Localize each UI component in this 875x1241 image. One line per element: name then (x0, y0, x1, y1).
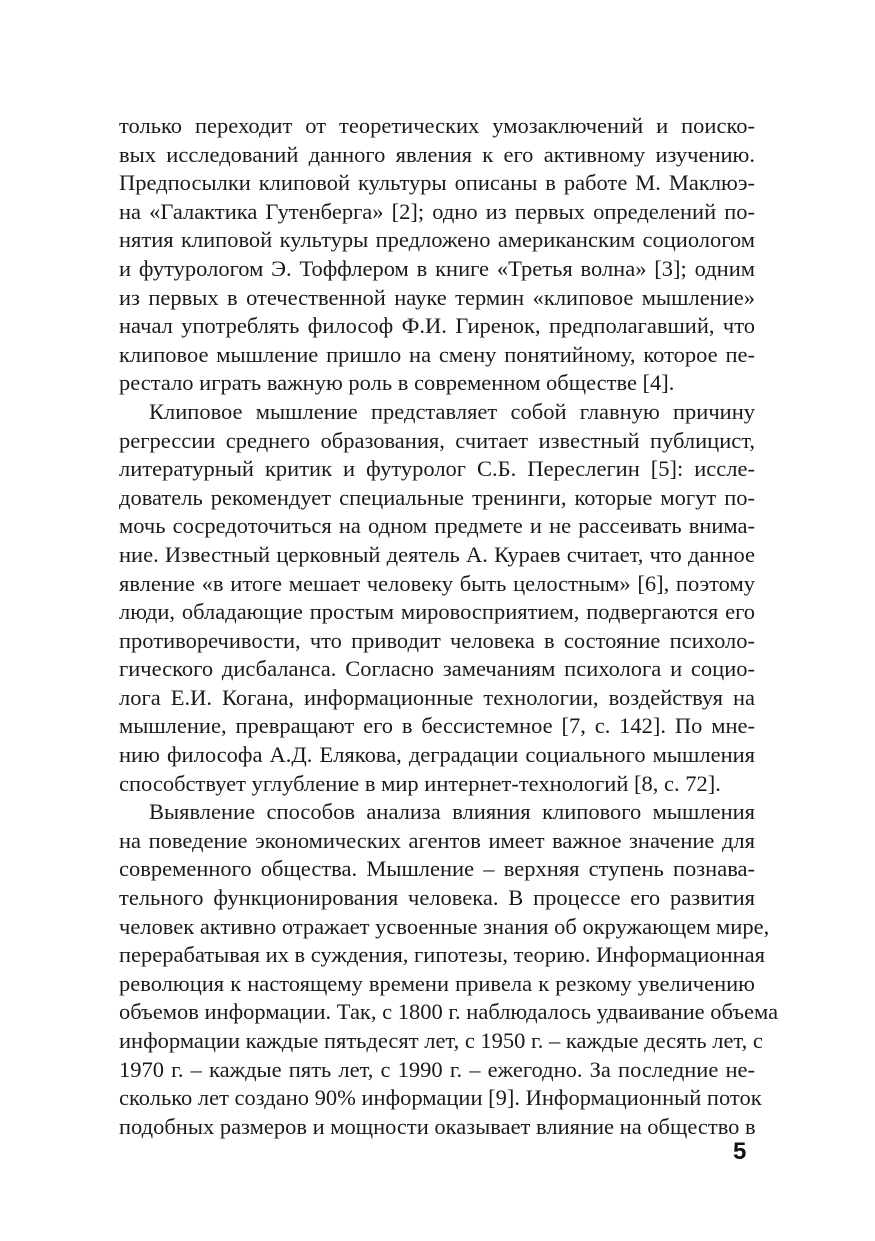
text-line: подобных размеров и мощности оказывает влияние на общество в (119, 1113, 756, 1139)
text-line: сколько лет создано 90% информации [9]. Информационный поток (119, 1085, 762, 1111)
text-line: на «Галактика Гутенберга» [2]; одно из первых определений по- (119, 198, 755, 224)
text-line: перерабатывая их в суждения, гипотезы, теорию. Информационная (119, 942, 765, 968)
text-line: только переходит от теоретических умозаключений и поиско- (119, 113, 755, 138)
text-line: тельного функционирования человека. В процессе его развития (119, 885, 755, 911)
text-line: человек активно отражает усвоенные знания об окружающем мире, (119, 913, 770, 939)
text-line: клиповое мышление пришло на смену понятийному, которое пе- (119, 341, 755, 367)
text-line: люди, обладающие простым мировосприятием, подвергаются его (119, 599, 755, 625)
text-line: ние. Известный церковный деятель А. Кураев считает, что данное (119, 541, 755, 567)
text-line: и футурологом Э. Тоффлером в книге «Третья волна» [3]; одним (119, 255, 755, 281)
text-line: 1970 г. – каждые пять лет, с 1990 г. – ежегодно. За последние не- (119, 1056, 755, 1082)
text-line: мышление, превращают его в бессистемное [7, с. 142]. По мне- (119, 713, 755, 739)
body-text (119, 112, 779, 1141)
text-line: Выявление способов анализа влияния клипового мышления (149, 799, 755, 825)
text-line: регрессии среднего образования, считает известный публицист, (119, 427, 755, 453)
text-line: объемов информации. Так, с 1800 г. наблюдалось удваивание объема (119, 999, 779, 1025)
text-line: противоречивости, что приводит человека в состояние психоло- (119, 627, 755, 653)
text-line: на поведение экономических агентов имеет важное значение для (119, 827, 755, 853)
text-line: явление «в итоге мешает человеку быть целостным» [6], поэтому (119, 570, 755, 596)
paragraph (119, 398, 755, 798)
text-line: начал употреблять философ Ф.И. Гиренок, предполагавший, что (119, 313, 755, 339)
text-line: дователь рекомендует специальные тренинги, которые могут по- (119, 484, 755, 510)
text-line: революция к настоящему времени привела к резкому увеличению (119, 970, 755, 996)
text-line: Предпосылки клиповой культуры описаны в работе М. Маклюэ- (119, 170, 755, 196)
text-line: Клиповое мышление представляет собой главную причину (149, 398, 755, 424)
text-line: информации каждые пятьдесят лет, с 1950 г. – каждые десять лет, с (119, 1028, 763, 1053)
text-line: литературный критик и футуролог С.Б. Переслегин [5]: иссле- (119, 456, 755, 482)
paragraph (119, 112, 755, 398)
text-line: мочь сосредоточиться на одном предмете и не рассеивать внима- (119, 513, 755, 539)
text-line: рестало играть важную роль в современном обществе [4]. (119, 370, 675, 396)
text-line: лога Е.И. Когана, информационные технологии, воздействуя на (119, 684, 755, 710)
text-line: гического дисбаланса. Согласно замечаниям психолога и социо- (119, 656, 755, 682)
text-line: современного общества. Мышление – верхняя ступень познава- (119, 856, 755, 882)
paragraph (119, 798, 779, 1141)
text-line: нию философа А.Д. Елякова, деградации социального мышления (119, 742, 755, 768)
text-line: вых исследований данного явления к его активному изучению. (119, 141, 755, 167)
text-line: из первых в отечественной науке термин «клиповое мышление» (119, 284, 755, 310)
text-line: способствует углубление в мир интернет-технологий [8, с. 72]. (119, 770, 721, 796)
page-number: 5 (733, 1138, 747, 1165)
text-line: нятия клиповой культуры предложено американским социологом (119, 227, 755, 253)
